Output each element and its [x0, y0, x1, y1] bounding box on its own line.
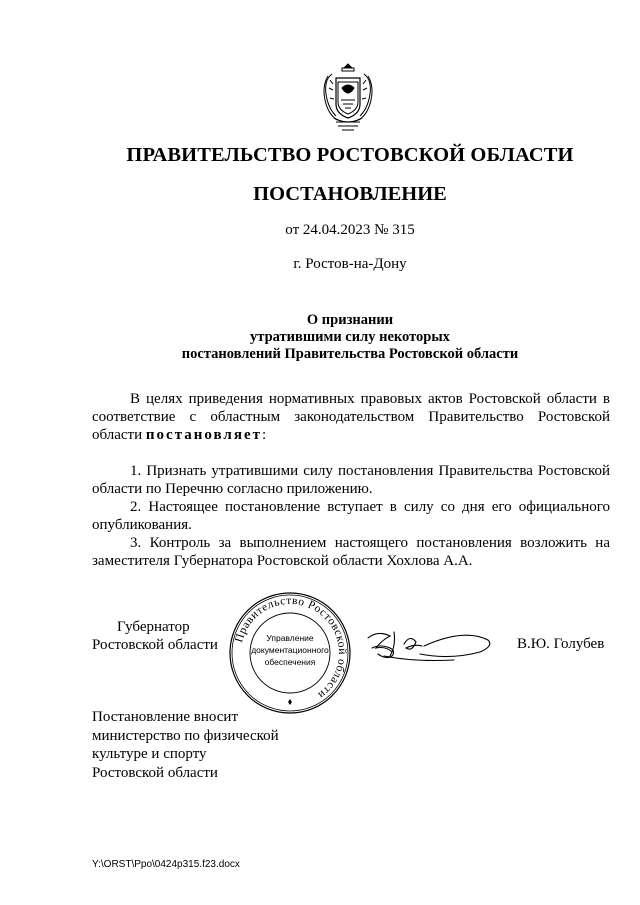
coat-of-arms-icon [316, 60, 380, 134]
signer-position [92, 618, 218, 654]
government-title: ПРАВИТЕЛЬСТВО РОСТОВСКОЙ ОБЛАСТИ [126, 144, 574, 166]
decree-date-number [0, 222, 640, 239]
document-type: ПОСТАНОВЛЕНИЕ [253, 183, 447, 205]
preamble-paragraph [92, 390, 610, 444]
decree-subject [0, 312, 640, 363]
stamp-center-line: документационного [251, 645, 329, 655]
subject-line: утратившими силу некоторых [250, 329, 450, 345]
note-line: культуре и спорту [92, 746, 207, 762]
item-paragraph-2: 2. Настоящее постановление вступает в силу со дня его официального опубликования. [92, 499, 610, 533]
stamp-ring-text: Правительство Ростовской области [233, 594, 349, 702]
decree-number: 315 [392, 222, 415, 238]
signer-name: В.Ю. Голубев [517, 636, 605, 652]
preamble-text: В целях приведения нормативных правовых актов Ростовской области в соответствие с областным законодательством Правительство Ростовской области [92, 391, 610, 443]
date-prefix: от [285, 222, 300, 238]
official-stamp-icon [228, 591, 352, 715]
decree-date: 24.04.2023 [302, 222, 371, 238]
item-paragraph-1: 1. Признать утратившими силу постановления Правительства Ростовской области по Перечню согласно приложению. [92, 463, 610, 497]
stamp-center-line: Управление [266, 633, 314, 643]
signer-position-line: Губернатор [117, 619, 190, 635]
subject-line: постановлений Правительства Ростовской области [181, 346, 519, 362]
handwritten-signature-icon [364, 624, 494, 668]
stamp-center-line: обеспечения [264, 657, 316, 667]
submitter-note [92, 708, 279, 782]
item-paragraph-3: 3. Контроль за выполнением настоящего постановления возложить на заместителя Губернатора Ростовской области Хохлова А.А. [92, 535, 610, 569]
subject-line: О признании [306, 312, 394, 328]
note-line: Ростовской области [92, 764, 218, 781]
number-sign: № [374, 222, 389, 238]
file-path-footer: Y:\ORST\Ppo\0424p315.f23.docx [92, 859, 240, 870]
city: г. Ростов-на-Дону [293, 256, 407, 272]
preamble-keyword: постановляет [145, 427, 262, 443]
note-line: министерство по физической [92, 727, 279, 744]
note-line: Постановление вносит [92, 709, 239, 725]
signer-position-line: Ростовской области [92, 637, 218, 653]
preamble-end: : [262, 427, 267, 443]
